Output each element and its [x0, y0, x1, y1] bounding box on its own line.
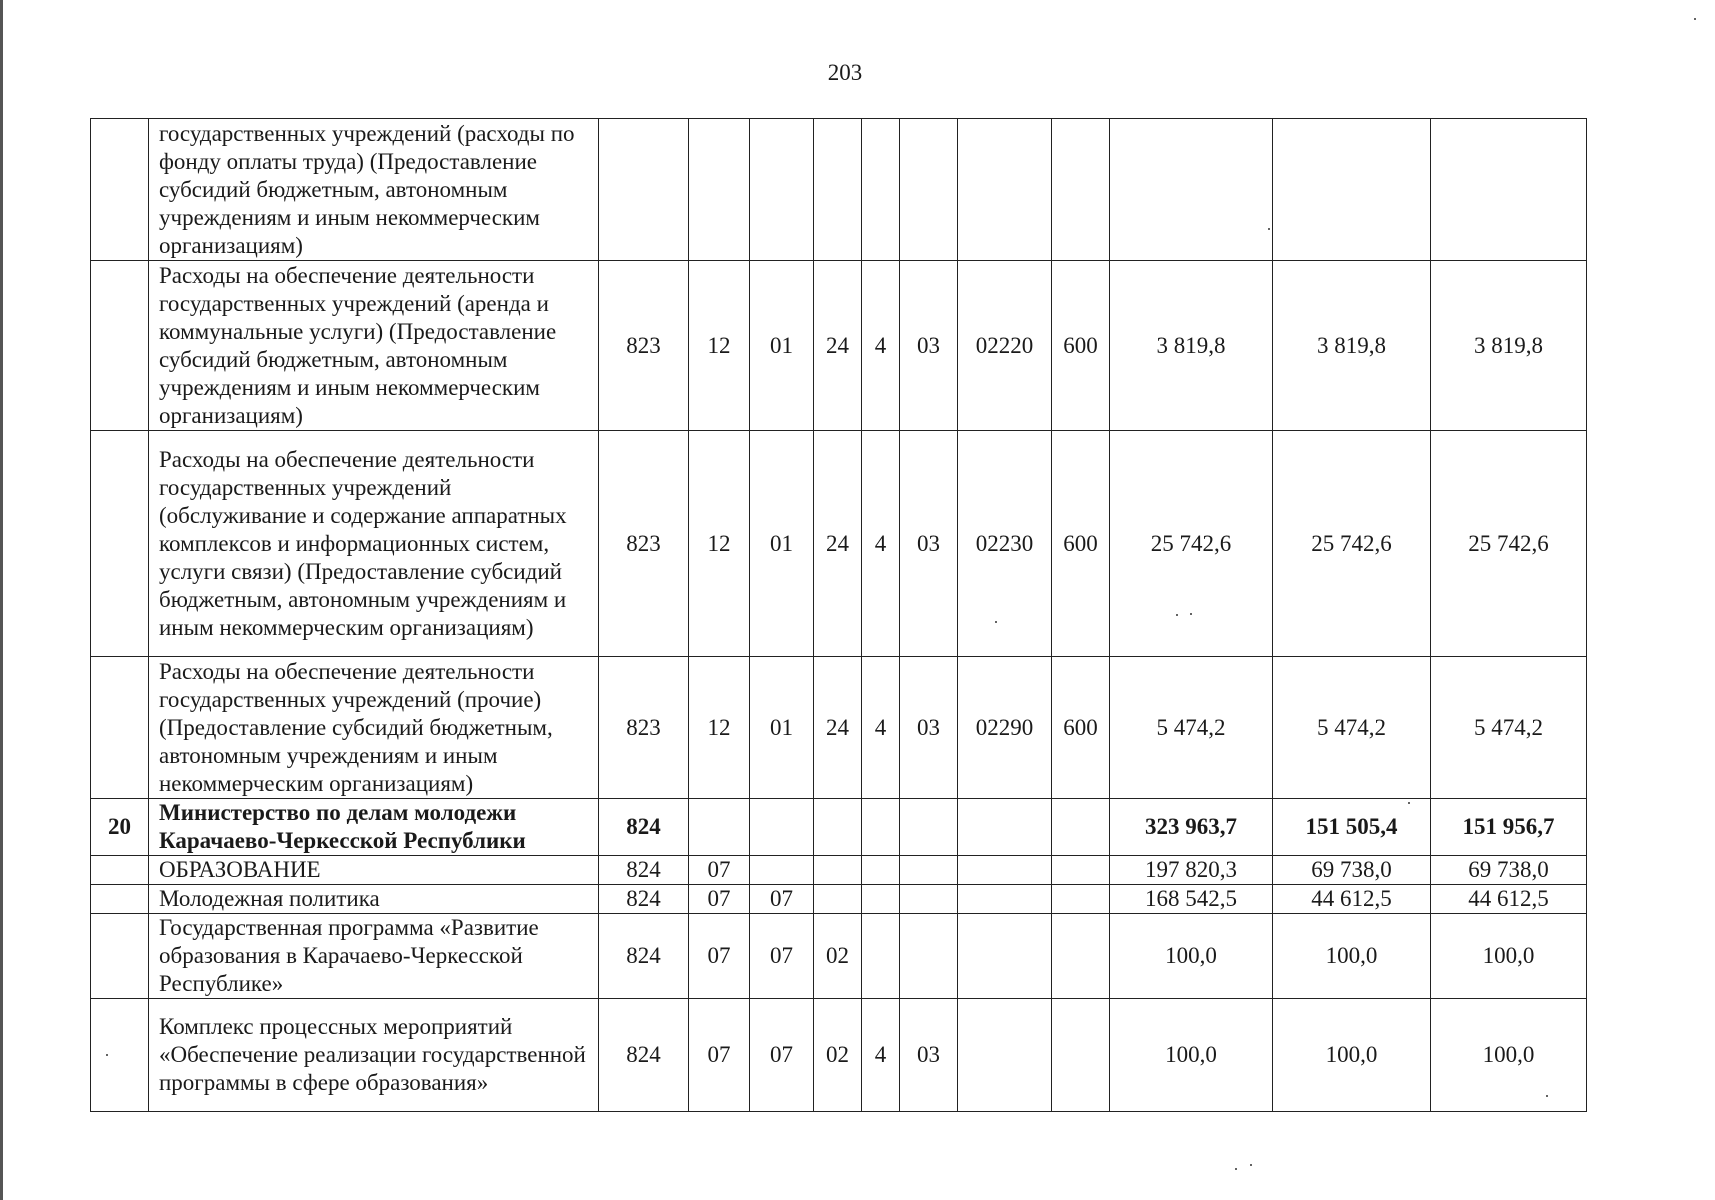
complex-code-cell: 03: [900, 431, 958, 657]
table-row: [91, 885, 1587, 914]
table-row: [91, 856, 1587, 885]
ministry-code-cell: 824: [599, 914, 689, 999]
complex-code-cell: [900, 119, 958, 261]
row-name-cell: государственных учреждений (расходы по фонду оплаты труда) (Предоставление субсидий бюджетным, автономным учреждениям и иным некоммерческим организациям): [149, 119, 599, 261]
direction-code-cell: [958, 999, 1052, 1112]
program-type-cell: [862, 885, 900, 914]
row-name-cell: Расходы на обеспечение деятельности государственных учреждений (аренда и коммунальные услуги) (Предоставление субсидий бюджетным, автономным учреждениям и иным некоммерческим организациям): [149, 261, 599, 431]
table-row: [91, 657, 1587, 799]
scan-edge-shadow: [0, 0, 3, 1200]
expense-type-cell: [1052, 856, 1110, 885]
section-code-cell: 12: [689, 657, 750, 799]
direction-code-cell: [958, 856, 1052, 885]
amount-year1-cell: 3 819,8: [1110, 261, 1273, 431]
row-name-cell: Расходы на обеспечение деятельности государственных учреждений (обслуживание и содержание аппаратных комплексов и информационных систем, услуги связи) (Предоставление субсидий бюджетным, автономным учреждениям и иным некоммерческим организациям): [149, 431, 599, 657]
amount-year2-cell: 100,0: [1273, 999, 1431, 1112]
ministry-code-cell: [599, 119, 689, 261]
direction-code-cell: [958, 885, 1052, 914]
program-type-cell: [862, 119, 900, 261]
complex-code-cell: [900, 799, 958, 856]
amount-year2-cell: [1273, 119, 1431, 261]
scan-speck: [1694, 18, 1696, 20]
complex-code-cell: [900, 914, 958, 999]
program-type-cell: 4: [862, 261, 900, 431]
program-type-cell: [862, 856, 900, 885]
complex-code-cell: [900, 856, 958, 885]
table-row: [91, 261, 1587, 431]
expense-type-cell: [1052, 999, 1110, 1112]
section-code-cell: 12: [689, 261, 750, 431]
program-type-cell: 4: [862, 999, 900, 1112]
section-code-cell: 07: [689, 856, 750, 885]
scan-speck: [1250, 1164, 1252, 1166]
row-number-cell: [91, 856, 149, 885]
table-row: [91, 119, 1587, 261]
amount-year3-cell: 100,0: [1431, 999, 1587, 1112]
scan-speck: [1235, 1168, 1237, 1170]
amount-year1-cell: 100,0: [1110, 999, 1273, 1112]
subsection-code-cell: 01: [750, 431, 814, 657]
row-name-cell: Молодежная политика: [149, 885, 599, 914]
complex-code-cell: 03: [900, 261, 958, 431]
amount-year2-cell: 5 474,2: [1273, 657, 1431, 799]
amount-year1-cell: 168 542,5: [1110, 885, 1273, 914]
amount-year1-cell: 25 742,6: [1110, 431, 1273, 657]
direction-code-cell: 02230: [958, 431, 1052, 657]
expense-type-cell: 600: [1052, 431, 1110, 657]
program-code-cell: 24: [814, 431, 862, 657]
subsection-code-cell: 07: [750, 885, 814, 914]
direction-code-cell: [958, 799, 1052, 856]
section-code-cell: 12: [689, 431, 750, 657]
program-code-cell: 02: [814, 999, 862, 1112]
section-code-cell: [689, 119, 750, 261]
program-type-cell: [862, 914, 900, 999]
expense-type-cell: [1052, 799, 1110, 856]
subsection-code-cell: [750, 856, 814, 885]
expense-type-cell: [1052, 885, 1110, 914]
row-number-cell: 20: [91, 799, 149, 856]
section-code-cell: [689, 799, 750, 856]
ministry-code-cell: 824: [599, 799, 689, 856]
amount-year3-cell: 151 956,7: [1431, 799, 1587, 856]
ministry-code-cell: 824: [599, 999, 689, 1112]
amount-year3-cell: 3 819,8: [1431, 261, 1587, 431]
table-row: [91, 431, 1587, 657]
direction-code-cell: 02290: [958, 657, 1052, 799]
program-code-cell: [814, 799, 862, 856]
program-code-cell: 24: [814, 657, 862, 799]
amount-year1-cell: 5 474,2: [1110, 657, 1273, 799]
ministry-code-cell: 823: [599, 431, 689, 657]
amount-year1-cell: 100,0: [1110, 914, 1273, 999]
table-row: [91, 799, 1587, 856]
row-name-cell: Комплекс процессных мероприятий «Обеспечение реализации государственной программы в сфере образования»: [149, 999, 599, 1112]
ministry-code-cell: 824: [599, 885, 689, 914]
row-number-cell: [91, 999, 149, 1112]
program-type-cell: [862, 799, 900, 856]
expense-type-cell: 600: [1052, 261, 1110, 431]
row-number-cell: [91, 119, 149, 261]
direction-code-cell: 02220: [958, 261, 1052, 431]
program-code-cell: 02: [814, 914, 862, 999]
subsection-code-cell: 07: [750, 999, 814, 1112]
table-row: [91, 999, 1587, 1112]
subsection-code-cell: 01: [750, 657, 814, 799]
scan-speck: [106, 1054, 108, 1056]
program-type-cell: 4: [862, 431, 900, 657]
amount-year2-cell: 100,0: [1273, 914, 1431, 999]
amount-year3-cell: 25 742,6: [1431, 431, 1587, 657]
row-name-cell: Министерство по делам молодежи Карачаево-Черкесской Республики: [149, 799, 599, 856]
complex-code-cell: [900, 885, 958, 914]
subsection-code-cell: 07: [750, 914, 814, 999]
section-code-cell: 07: [689, 999, 750, 1112]
amount-year3-cell: 100,0: [1431, 914, 1587, 999]
ministry-code-cell: 824: [599, 856, 689, 885]
scan-speck: [1268, 228, 1270, 230]
amount-year3-cell: 69 738,0: [1431, 856, 1587, 885]
amount-year3-cell: [1431, 119, 1587, 261]
amount-year3-cell: 5 474,2: [1431, 657, 1587, 799]
direction-code-cell: [958, 914, 1052, 999]
scan-speck: [1190, 613, 1192, 615]
program-code-cell: [814, 119, 862, 261]
amount-year1-cell: [1110, 119, 1273, 261]
program-code-cell: [814, 885, 862, 914]
scan-speck: [1176, 614, 1178, 616]
direction-code-cell: [958, 119, 1052, 261]
amount-year1-cell: 323 963,7: [1110, 799, 1273, 856]
row-name-cell: Государственная программа «Развитие образования в Карачаево-Черкесской Республике»: [149, 914, 599, 999]
row-number-cell: [91, 885, 149, 914]
ministry-code-cell: 823: [599, 261, 689, 431]
section-code-cell: 07: [689, 885, 750, 914]
budget-table: [90, 118, 1587, 1112]
amount-year2-cell: 3 819,8: [1273, 261, 1431, 431]
amount-year2-cell: 69 738,0: [1273, 856, 1431, 885]
amount-year2-cell: 151 505,4: [1273, 799, 1431, 856]
expense-type-cell: [1052, 914, 1110, 999]
subsection-code-cell: 01: [750, 261, 814, 431]
subsection-code-cell: [750, 799, 814, 856]
amount-year2-cell: 25 742,6: [1273, 431, 1431, 657]
row-name-cell: Расходы на обеспечение деятельности государственных учреждений (прочие) (Предоставление субсидий бюджетным, автономным учреждениям и иным некоммерческим организациям): [149, 657, 599, 799]
scan-speck: [1408, 802, 1410, 804]
program-code-cell: 24: [814, 261, 862, 431]
complex-code-cell: 03: [900, 657, 958, 799]
ministry-code-cell: 823: [599, 657, 689, 799]
program-type-cell: 4: [862, 657, 900, 799]
table-row: [91, 914, 1587, 999]
complex-code-cell: 03: [900, 999, 958, 1112]
amount-year3-cell: 44 612,5: [1431, 885, 1587, 914]
row-name-cell: ОБРАЗОВАНИЕ: [149, 856, 599, 885]
expense-type-cell: 600: [1052, 657, 1110, 799]
amount-year1-cell: 197 820,3: [1110, 856, 1273, 885]
subsection-code-cell: [750, 119, 814, 261]
program-code-cell: [814, 856, 862, 885]
section-code-cell: 07: [689, 914, 750, 999]
row-number-cell: [91, 657, 149, 799]
scan-speck: [995, 621, 997, 623]
page-number: 203: [827, 60, 863, 85]
amount-year2-cell: 44 612,5: [1273, 885, 1431, 914]
expense-type-cell: [1052, 119, 1110, 261]
row-number-cell: [91, 261, 149, 431]
row-number-cell: [91, 431, 149, 657]
row-number-cell: [91, 914, 149, 999]
scan-speck: [1546, 1095, 1548, 1097]
